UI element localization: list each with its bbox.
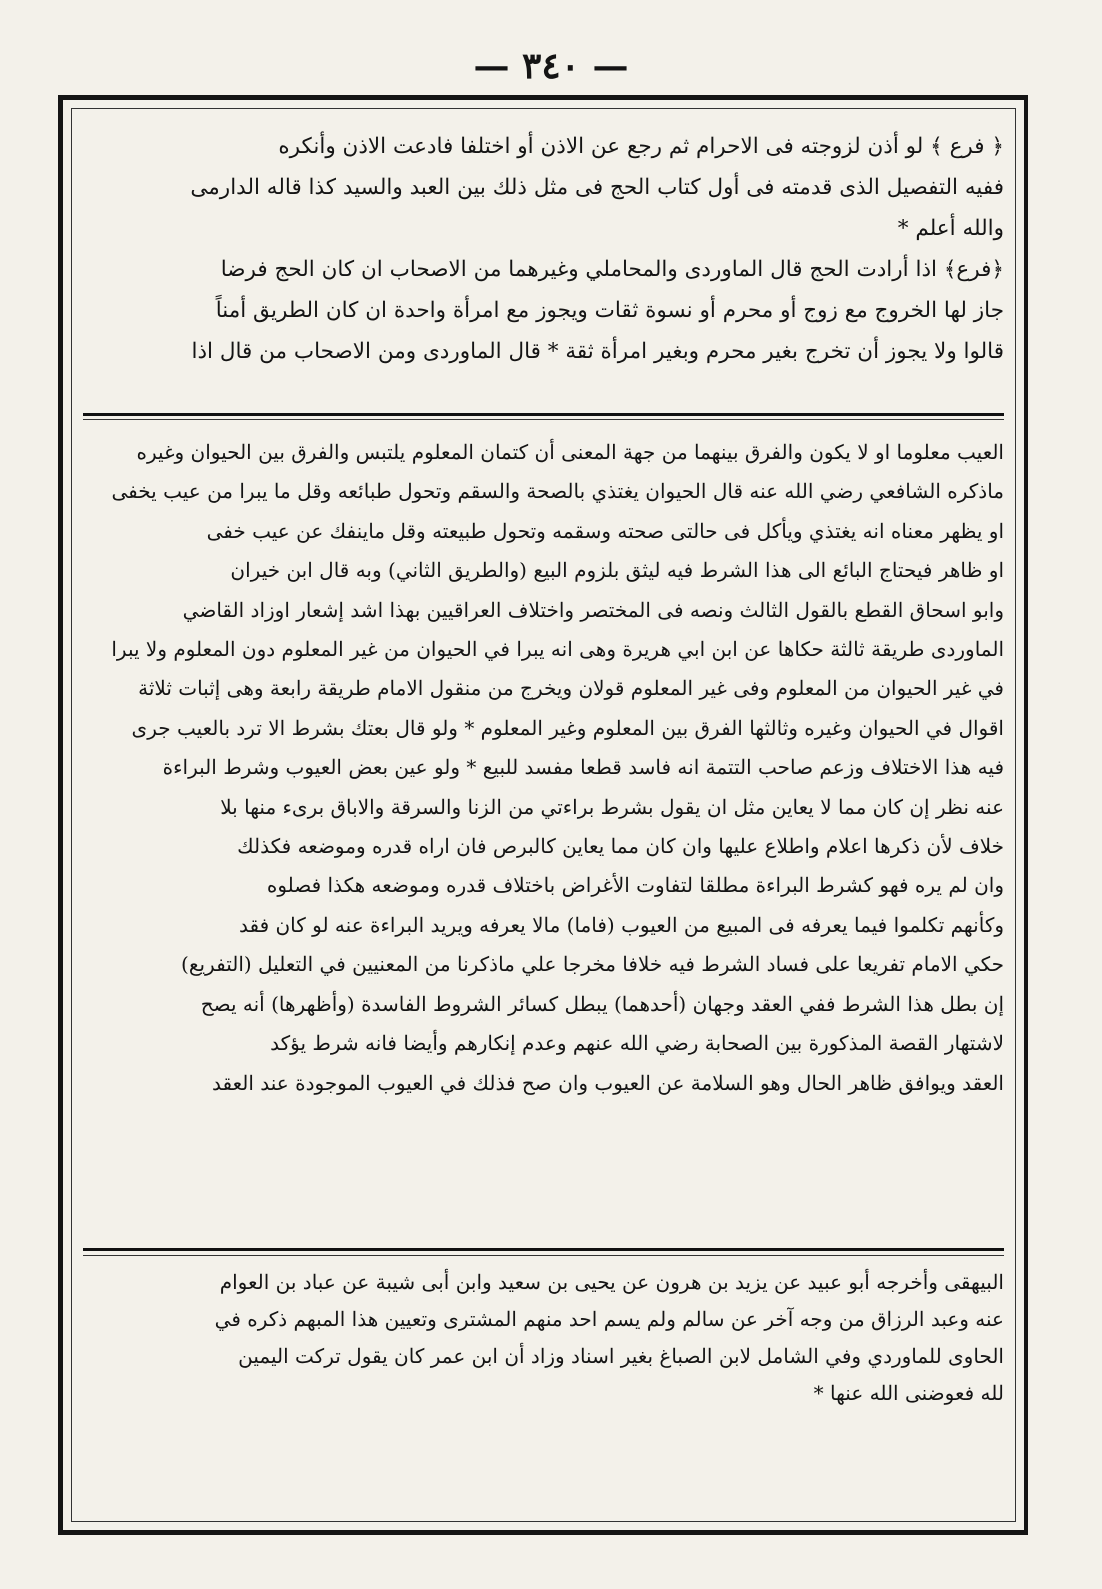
text-line: ﴿فرع﴾ اذا أرادت الحج قال الماوردى والمحاملي وغيرهما من الاصحاب ان كان الحج فرضا: [220, 257, 1004, 282]
upper-text-section: [83, 126, 1004, 372]
text-line: العقد ويوافق ظاهر الحال وهو السلامة عن العيوب وان صح فذلك في العيوب الموجودة عند العقد: [212, 1070, 1004, 1095]
text-line: وكأنهم تكلموا فيما يعرفه فى المبيع من العيوب (فاما) مالا يعرفه ويريد البراءة عنه لو كان فقد: [238, 912, 1004, 937]
text-line: والله أعلم *: [897, 216, 1004, 241]
footnote-line: الحاوى للماوردي وفي الشامل لابن الصباغ بغير اسناد وزاد أن ابن عمر كان يقول تركت اليمين: [238, 1344, 1004, 1368]
paragraph-far-1: [83, 126, 1004, 249]
text-line: ماذكره الشافعي رضي الله عنه قال الحيوان يغتذي بالصحة والسقم وتحول طبائعه وقل ما يبرا من عيب يخفى: [111, 479, 1004, 504]
text-line: قالوا ولا يجوز أن تخرج بغير محرم وبغير امرأة ثقة * قال الماوردى ومن الاصحاب من قال اذا: [191, 339, 1004, 364]
text-line: عنه نظر إن كان مما لا يعاين مثل ان يقول بشرط براءتي من الزنا والسرقة والاباق برىء منها بلا: [220, 794, 1004, 819]
text-line: وابو اسحاق القطع بالقول الثالث ونصه فى المختصر واختلاف العراقيين بهذا اشد إشعار اوزاد القاضي: [182, 597, 1004, 622]
section-divider-thin: [83, 419, 1004, 420]
text-line: اقوال في الحيوان وغيره وثالثها الفرق بين المعلوم وغير المعلوم * ولو قال بعتك بشرط الا ترد بالعيب جرى: [131, 715, 1004, 740]
page-frame: [58, 95, 1028, 1535]
text-line: او يظهر معناه انه يغتذي ويأكل فى حالتى صحته وسقمه وتحول طبيعته وقل ماينفك عن عيب خفى: [206, 518, 1004, 543]
footnote-divider-thin: [83, 1255, 1004, 1256]
middle-text-section: [83, 433, 1004, 1103]
text-line: ففيه التفصيل الذى قدمته فى أول كتاب الحج فى مثل ذلك بين العبد والسيد كذا قاله الدارمى: [190, 175, 1004, 200]
text-line: جاز لها الخروج مع زوج أو محرم أو نسوة ثقات ويجوز مع امرأة واحدة ان كان الطريق أمناً: [215, 298, 1004, 323]
text-line: وان لم يره فهو كشرط البراءة مطلقا لتفاوت الأغراض باختلاف قدره وموضعه هكذا فصلوه: [266, 873, 1004, 898]
text-line: الماوردى طريقة ثالثة حكاها عن ابن ابي هريرة وهى انه يبرا في الحيوان من غير المعلوم دون المعلوم ولا يبرا: [111, 637, 1004, 662]
footnote-line: عنه وعبد الرزاق من وجه آخر عن سالم ولم يسم احد منهم المشترى وتعيين هذا المبهم ذكره في: [214, 1307, 1004, 1331]
footnote-line: البيهقى وأخرجه أبو عبيد عن يزيد بن هرون عن يحيى بن سعيد وابن أبى شيبة عن عباد بن العوام: [219, 1270, 1004, 1294]
text-line: العيب معلوما او لا يكون والفرق بينهما من جهة المعنى أن كتمان المعلوم يلتبس والفرق بين الحيوان وغيره: [136, 440, 1004, 464]
text-line: خلاف لأن ذكرها اعلام واطلاع عليها وان كان مما يعاين كالبرص فان اراه قدره وموضعه فكذلك: [237, 834, 1004, 859]
text-line: فيه هذا الاختلاف وزعم صاحب التتمة انه فاسد قطعا مفسد للبيع * ولو عين بعض العيوب وشرط البراءة: [162, 755, 1004, 780]
text-line: في غير الحيوان من المعلوم وفى غير المعلوم قولان ويخرج من منقول الامام طريقة رابعة وهى إثبات ثلاثة: [138, 676, 1004, 701]
paragraph-far-2: [83, 249, 1004, 372]
footnote-line: لله فعوضنى الله عنها *: [813, 1381, 1004, 1405]
footnote-section: [83, 1264, 1004, 1412]
text-line: حكي الامام تفريعا على فساد الشرط فيه خلافا مخرجا علي ماذكرنا من المعنيين في التعليل (التفريع): [181, 952, 1004, 977]
text-line: ﴿ فرع ﴾ لو أذن لزوجته فى الاحرام ثم رجع عن الاذن أو اختلفا فادعت الاذن وأنكره: [278, 134, 1004, 159]
section-divider: [83, 413, 1004, 416]
page-number: — ٣٤٠ —: [473, 45, 629, 87]
text-line: او ظاهر فيحتاج البائع الى هذا الشرط فيه ليثق بلزوم البيع (والطريق الثاني) وبه قال ابن خيران: [230, 558, 1004, 583]
text-line: لاشتهار القصة المذكورة بين الصحابة رضي الله عنهم وعدم إنكارهم وأيضا فانه شرط يؤكد: [270, 1031, 1004, 1056]
text-line: إن بطل هذا الشرط ففي العقد وجهان (أحدهما) يبطل كسائر الشروط الفاسدة (وأظهرها) أنه يصح: [200, 991, 1004, 1016]
footnote-divider: [83, 1248, 1004, 1251]
